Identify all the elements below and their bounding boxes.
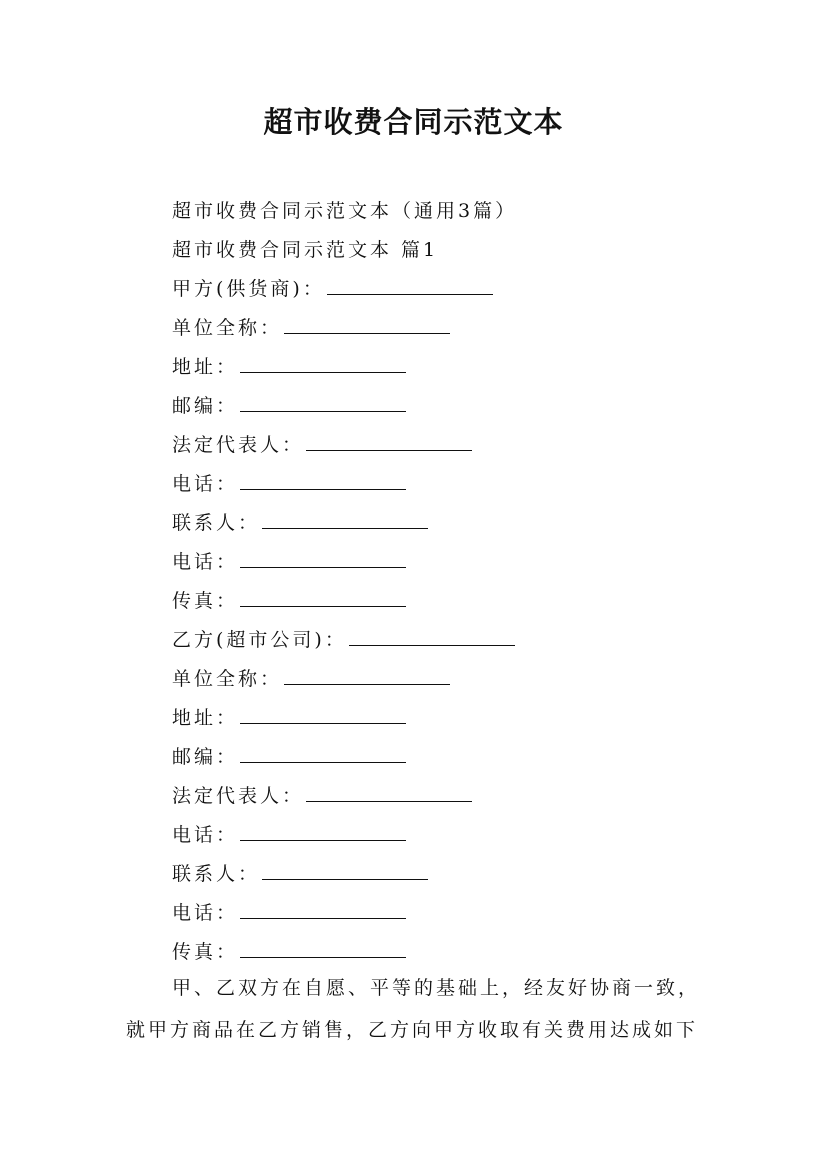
fill-blank (240, 935, 406, 958)
party-b-heading-line (172, 621, 732, 660)
agreement-paragraph (126, 967, 726, 1051)
fill-blank (240, 467, 406, 490)
fill-blank (284, 311, 450, 334)
fill-blank (240, 389, 406, 412)
document-body (172, 192, 732, 972)
field-label: 电话： (172, 551, 239, 573)
party-b-field (172, 699, 732, 738)
field-label: 地址： (172, 707, 239, 729)
party-b-heading: 乙方(超市公司)： (172, 629, 347, 651)
fill-blank (262, 857, 428, 880)
fill-blank (349, 623, 515, 646)
fill-blank (262, 506, 428, 529)
field-label: 邮编： (172, 395, 239, 417)
field-label: 联系人： (172, 512, 261, 534)
field-label: 传真： (172, 590, 239, 612)
field-label: 电话： (172, 902, 239, 924)
fill-blank (240, 896, 406, 919)
party-a-field (172, 426, 732, 465)
fill-blank (240, 584, 406, 607)
fill-blank (327, 272, 493, 295)
party-b-field (172, 894, 732, 933)
paragraph-line: 就甲方商品在乙方销售，乙方向甲方收取有关费用达成如下 (126, 1019, 699, 1041)
fill-blank (240, 350, 406, 373)
field-label: 法定代表人： (172, 434, 305, 456)
party-a-field (172, 543, 732, 582)
fill-blank (284, 662, 450, 685)
fill-blank (306, 779, 472, 802)
party-a-field (172, 504, 732, 543)
party-b-field (172, 660, 732, 699)
fill-blank (240, 740, 406, 763)
field-label: 电话： (172, 473, 239, 495)
party-a-field (172, 387, 732, 426)
fill-blank (240, 701, 406, 724)
intro-line: 超市收费合同示范文本（通用3篇） (172, 200, 518, 222)
field-label: 电话： (172, 824, 239, 846)
field-label: 联系人： (172, 863, 261, 885)
document-title: 超市收费合同示范文本 (263, 105, 564, 139)
fill-blank (240, 545, 406, 568)
party-a-field (172, 582, 732, 621)
field-label: 邮编： (172, 746, 239, 768)
party-a-field (172, 465, 732, 504)
paragraph-line: 甲、乙双方在自愿、平等的基础上，经友好协商一致， (172, 977, 701, 999)
party-b-field (172, 777, 732, 816)
party-b-field (172, 738, 732, 777)
field-label: 地址： (172, 356, 239, 378)
party-b-field (172, 855, 732, 894)
field-label: 传真： (172, 941, 239, 963)
party-a-heading-line (172, 270, 732, 309)
party-a-field (172, 348, 732, 387)
field-label: 单位全称： (172, 317, 283, 339)
intro-line: 超市收费合同示范文本 篇1 (172, 239, 439, 261)
field-label: 法定代表人： (172, 785, 305, 807)
party-a-heading: 甲方(供货商)： (172, 278, 325, 300)
party-a-field (172, 309, 732, 348)
field-label: 单位全称： (172, 668, 283, 690)
party-b-field (172, 816, 732, 855)
fill-blank (306, 428, 472, 451)
fill-blank (240, 818, 406, 841)
